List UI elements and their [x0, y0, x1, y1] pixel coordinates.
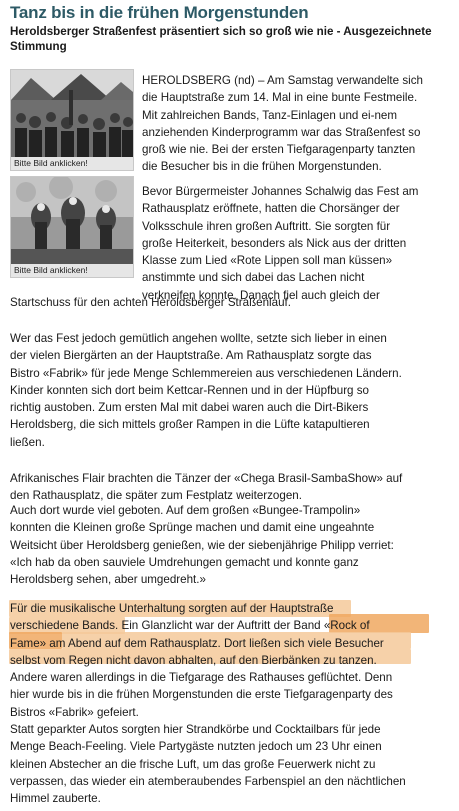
- paragraph-4: [10, 470, 402, 505]
- article-subheadline: Heroldsberger Straßenfest präsentiert sich so groß wie nie - Ausgezeichnete Stimmung: [10, 25, 432, 53]
- text-line: ließen.: [10, 435, 45, 449]
- paragraph-2: [142, 183, 418, 304]
- text-line: Afrikanisches Flair brachten die Tänzer der «Chega Brasil-SambaShow» auf: [10, 472, 403, 485]
- text-line: Wer das Fest jedoch gemütlich angehen wollte, setzte sich lieber in einen: [10, 332, 387, 345]
- text-line: der vielen Biergärten an der Hauptstraße. Am Rathausplatz sorgte das: [10, 349, 372, 363]
- text-line: Volksschule ihren großen Auftritt. Sie sorgten für: [142, 219, 391, 233]
- image-caption[interactable]: Bitte Bild anklicken!: [14, 158, 88, 168]
- article-image-2[interactable]: [10, 176, 134, 278]
- paragraph-7: [10, 721, 406, 807]
- text-line: Bistros «Fabrik» gefeiert.: [10, 705, 139, 719]
- text-line: Heroldsberg, die sich mittels großer Rampen in die Lüfte katapultieren: [10, 418, 370, 432]
- text-line: Klasse zum Lied «Rote Lippen soll man küssen»: [142, 254, 393, 268]
- text-line: Startschuss für den achten Heroldsberger Straßenlauf.: [10, 296, 291, 309]
- text-line: Bistro «Fabrik» für jede Menge Schlemmereien aus verschiedenen Ländern.: [10, 366, 402, 380]
- text-line: die Besucher bis in die frühen Morgenstunden.: [142, 160, 382, 174]
- image-caption[interactable]: Bitte Bild anklicken!: [14, 265, 88, 275]
- text-line: die Hauptstraße zum 14. Mal in eine bunte Festmeile.: [142, 91, 418, 105]
- text-line: Statt geparkter Autos sorgten hier Strandkörbe und Cocktailbars für jede: [10, 723, 381, 736]
- text-line: große Heiterkeit, besonders als Nick aus der dritten: [142, 236, 407, 250]
- paragraph-3: [10, 330, 402, 451]
- article-headline: Tanz bis in die frühen Morgenstunden: [10, 3, 309, 22]
- text-line: Fame» am Abend auf dem Rathausplatz. Dort ließen sich viele Besucher: [10, 636, 384, 650]
- text-line: konnten die Kleinen große Sprünge machen und damit eine ungeahnte: [10, 521, 375, 535]
- paragraph-2-last-line: [10, 294, 291, 311]
- text-line: verkneifen konnte. Danach fiel auch gleich der: [142, 288, 380, 302]
- text-line: anstimmte und sich dabei das Lachen nicht: [142, 271, 365, 285]
- text-line: Kinder konnten sich dort beim Kettcar-Rennen und in der Hüpfburg so: [10, 383, 369, 397]
- text-line: Andere waren allerdings in die Tiefgarage des Rathauses geflüchtet. Denn: [10, 671, 393, 685]
- text-line: richtig austoben. Zum ersten Mal mit dabei waren auch die Dirt-Bikers: [10, 401, 369, 415]
- text-line: Heroldsberg sehen, aber umgedreht.»: [10, 573, 206, 587]
- paragraph-1: [142, 72, 423, 176]
- text-line: verschiedene Bands. Ein Glanzlicht war der Auftritt der Band «Rock of: [10, 619, 370, 633]
- festival-crowd-photo[interactable]: [11, 70, 133, 157]
- text-line: anziehenden Kinderprogramm war das Straßenfest so: [142, 125, 421, 139]
- text-line: selbst vom Regen nicht davon abhalten, auf den Bierbänken zu tanzen.: [10, 653, 377, 667]
- text-line: den Rathausplatz, die später zum Festplatz weiterzogen.: [10, 489, 302, 503]
- text-line: hier wurde bis in die frühen Morgenstunden die erste Tiefgaragenparty des: [10, 688, 393, 702]
- samba-dancers-photo[interactable]: [11, 177, 133, 264]
- text-line: groß wie nie. Bei der ersten Tiefgaragenparty tanzten: [142, 143, 416, 157]
- text-line: verpassen, das wieder ein atemberaubendes Farbenspiel an den nächtlichen: [10, 774, 406, 788]
- text-line: Bevor Bürgermeister Johannes Schalwig das Fest am: [142, 185, 419, 198]
- text-line: Menge Beach-Feeling. Viele Partygäste nutzten jedoch um 23 Uhr einen: [10, 740, 382, 754]
- text-line: Für die musikalische Unterhaltung sorgten auf der Hauptstraße: [10, 602, 334, 615]
- text-line: HEROLDSBERG (nd) – Am Samstag verwandelte sich: [142, 74, 423, 87]
- text-line: «Ich hab da oben sauviele Umdrehungen gemacht und konnte ganz: [10, 555, 359, 569]
- text-line: Rathausplatz eröffnete, hatten die Chorsänger der: [142, 202, 400, 216]
- text-line: kleinen Abstecher an die frische Luft, um das große Feuerwerk nicht zu: [10, 757, 376, 771]
- article-image-1[interactable]: [10, 69, 134, 171]
- paragraph-5: [10, 502, 394, 588]
- text-line: Mit zahlreichen Bands, Tanz-Einlagen und ei-nem: [142, 108, 397, 122]
- text-line: Himmel zauberte.: [10, 792, 101, 806]
- text-line: Auch dort wurde viel geboten. Auf dem großen «Bungee-Trampolin»: [10, 504, 361, 517]
- text-line: Weitsicht über Heroldsberg genießen, wie der siebenjährige Philipp verriet:: [10, 538, 394, 552]
- paragraph-6: [10, 600, 393, 721]
